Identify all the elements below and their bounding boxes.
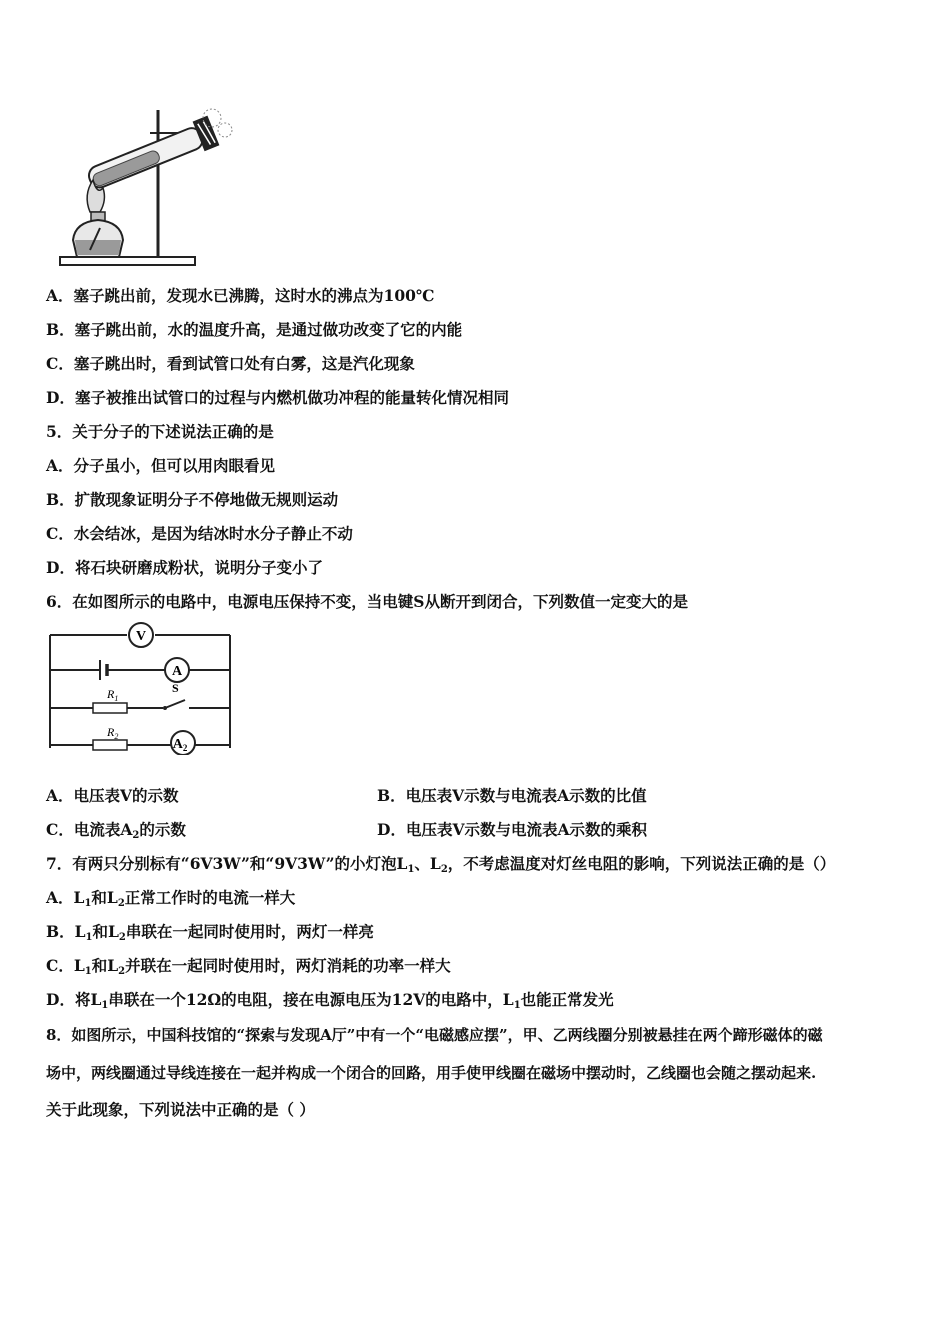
q5-option-a: A．分子虽小，但可以用肉眼看见 [46,456,276,475]
q6-circuit-diagram [45,620,240,755]
ammeter-a-label: A [171,664,183,679]
r2-label: $R_2$ [107,725,119,741]
q6-stem: 6．在如图所示的电路中，电源电压保持不变，当电键S从断开到闭合，下列数值一定变大的是 [46,592,688,611]
q4-option-c: C．塞子跳出时，看到试管口处有白雾，这是汽化现象 [46,354,415,373]
q8-stem-line3: 关于此现象，下列说法中正确的是（ ） [46,1100,315,1119]
q7-option-d: D．将$L_1$串联在一个12Ω的电阻，接在电源电压为12V的电路中，$L_1$也能正常发光 [46,990,614,1011]
q7-option-a: A．$L_1$和$L_2$正常工作时的电流一样大 [46,888,296,909]
q7-stem: 7．有两只分别标有“6V3W”和“9V3W”的小灯泡$L_1$、$L_2$，不考虑温度对灯丝电阻的影响，下列说法正确的是（） [46,854,836,875]
q5-option-c: C．水会结冰，是因为结冰时水分子静止不动 [46,524,353,543]
test-tube-heating-figure [55,100,235,270]
q8-stem-line2: 场中，两线圈通过导线连接在一起并构成一个闭合的回路，用手使甲线圈在磁场中摆动时，乙线圈也会随之摆动起来. [46,1064,817,1082]
voltmeter-label: V [135,629,147,644]
q6-option-b: B．电压表V示数与电流表A示数的比值 [377,786,647,805]
q7-option-c: C．$L_1$和$L_2$并联在一起同时使用时，两灯消耗的功率一样大 [46,956,451,977]
q6-option-c: C．电流表$A_2$的示数 [46,820,186,841]
q4-option-d: D．塞子被推出试管口的过程与内燃机做功冲程的能量转化情况相同 [46,388,509,407]
q5-option-d: D．将石块研磨成粉状，说明分子变小了 [46,558,323,577]
ammeter-a2-label: $A_2$ [172,737,188,753]
q6-option-d: D．电压表V示数与电流表A示数的乘积 [377,820,647,839]
q7-option-b: B．$L_1$和$L_2$串联在一起同时使用时，两灯一样亮 [46,922,374,943]
q4-option-a: A．塞子跳出前，发现水已沸腾，这时水的沸点为100℃ [46,286,435,305]
r1-label: $R_1$ [107,687,119,703]
q5-stem: 5．关于分子的下述说法正确的是 [46,422,274,441]
q4-option-b: B．塞子跳出前，水的温度升高，是通过做功改变了它的内能 [46,320,463,339]
q6-option-a: A．电压表V的示数 [46,786,179,805]
switch-label: S [172,681,179,695]
q8-stem-line1: 8．如图所示，中国科技馆的“探索与发现A厅”中有一个“电磁感应摆”，甲、乙两线圈分别被悬挂在两个蹄形磁体的磁 [46,1026,823,1044]
q5-option-b: B．扩散现象证明分子不停地做无规则运动 [46,490,339,509]
